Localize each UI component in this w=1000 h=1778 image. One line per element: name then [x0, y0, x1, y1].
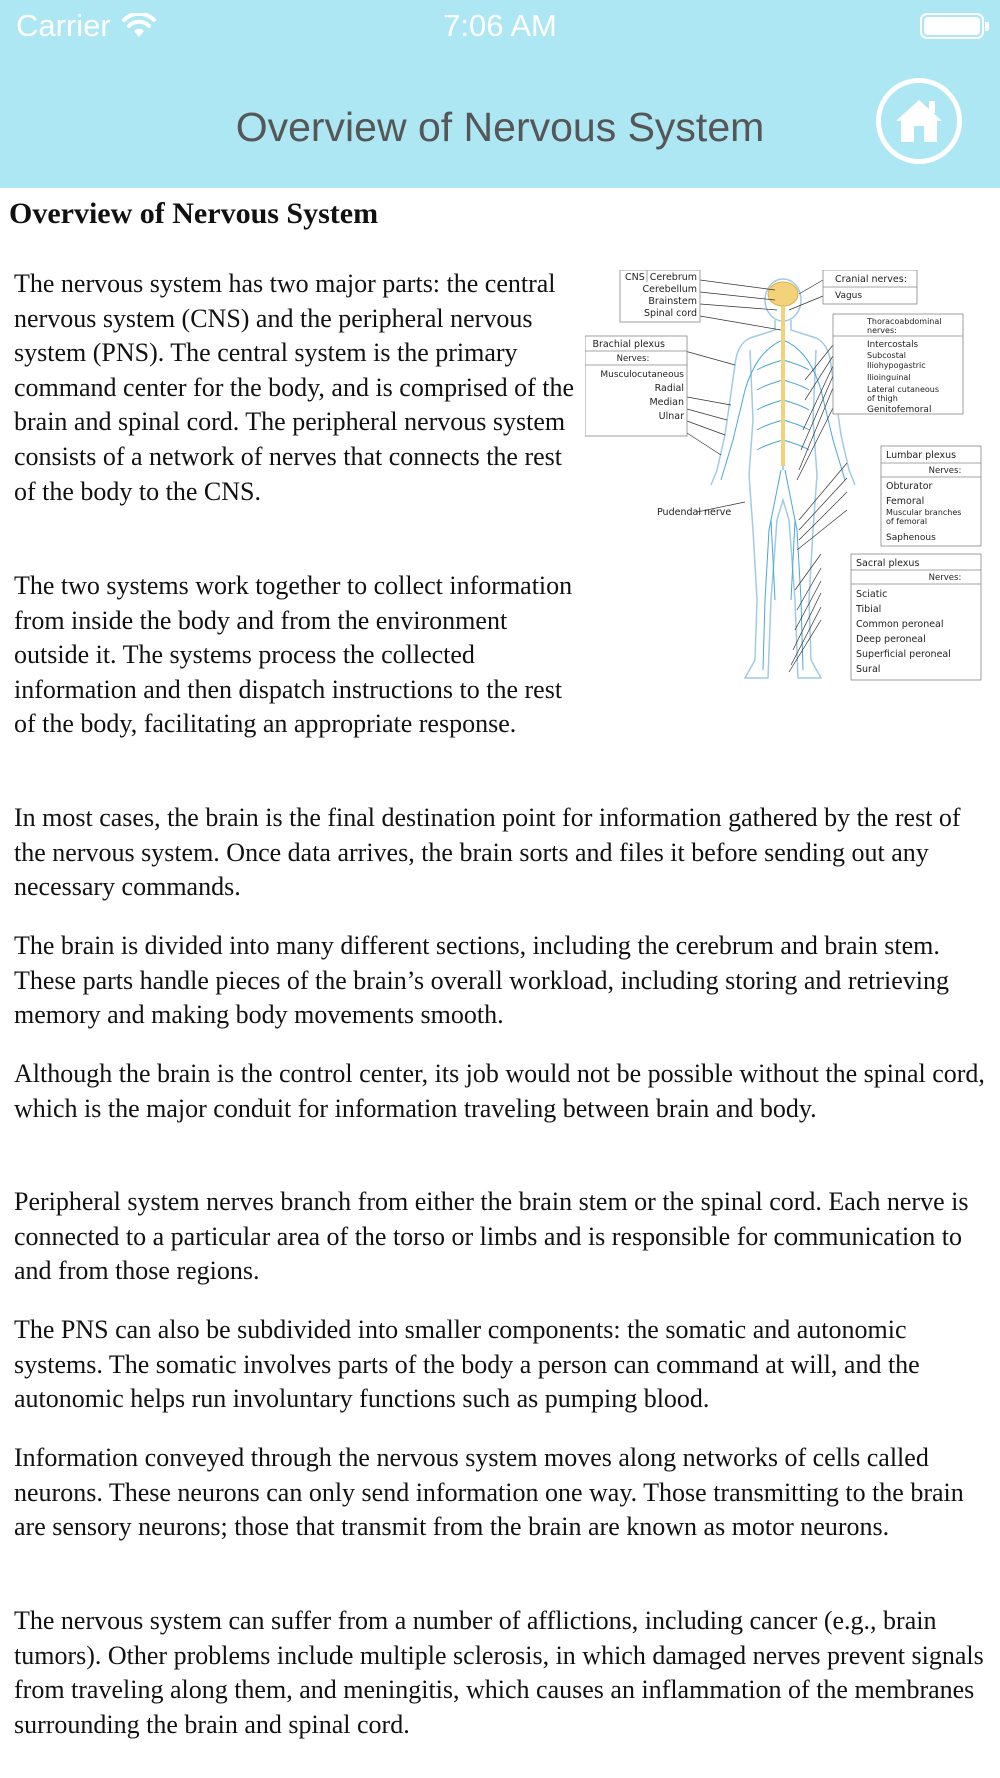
- article-title: Overview of Nervous System: [9, 197, 379, 230]
- status-bar: [0, 0, 1000, 56]
- article-paragraph: Peripheral system nerves branch from either the brain stem or the spinal cord. Each nerve is connected to a particular area of the torso or limbs and is responsible for communication to and from those regions.: [14, 1187, 969, 1286]
- sacral-plexus-label-box: [851, 554, 981, 680]
- thoraco-heading: Thoracoabdominal: [867, 317, 942, 326]
- brachial-item: Median: [649, 397, 684, 408]
- brachial-item: Ulnar: [658, 411, 684, 422]
- lumbar-item: Muscular branches: [886, 508, 962, 517]
- thoraco-item: of thigh: [867, 394, 898, 403]
- navigation-header: [0, 0, 1000, 188]
- article-paragraph: In most cases, the brain is the final destination point for information gathered by the rest of the nervous system. Once data arrives, the brain sorts and files it before sending out any necessary commands.: [14, 803, 961, 902]
- carrier-label: Carrier: [16, 8, 111, 43]
- brachial-item: Musculocutaneous: [600, 370, 684, 380]
- thoraco-item: Genitofemoral: [867, 405, 932, 415]
- cns-item: Cerebellum: [642, 284, 697, 295]
- spinal-cord-shape: [781, 306, 785, 466]
- lumbar-item: Femoral: [886, 496, 925, 507]
- thoraco-item: Subcostal: [867, 351, 906, 360]
- thoracoabdominal-label-box: [833, 314, 963, 415]
- article-paragraph: The brain is divided into many different sections, including the cerebrum and brain stem. These parts handle pieces of the brain’s overall workload, including storing and retrieving memory and making body movements smooth.: [14, 931, 949, 1030]
- cns-heading: CNS: [625, 272, 645, 283]
- lumbar-subheading: Nerves:: [928, 466, 962, 476]
- page-title: Overview of Nervous System: [235, 104, 765, 150]
- thoraco-heading: nerves:: [867, 326, 897, 335]
- lumbar-heading: Lumbar plexus: [886, 450, 957, 461]
- brachial-subheading: Nerves:: [616, 354, 650, 364]
- sacral-item: Common peroneal: [856, 619, 944, 630]
- home-button[interactable]: [876, 78, 962, 164]
- lumbar-plexus-label-box: [881, 446, 981, 546]
- sacral-item: Deep peroneal: [856, 634, 926, 645]
- brachial-heading: Brachial plexus: [592, 339, 665, 350]
- status-time: 7:06 AM: [443, 8, 557, 43]
- battery-icon: [920, 13, 984, 39]
- brain-shape: [768, 282, 798, 306]
- nervous-system-diagram: [585, 270, 985, 710]
- cns-item: Spinal cord: [643, 308, 697, 319]
- article-paragraph: The nervous system can suffer from a number of afflictions, including cancer (e.g., brain tumors). Other problems include multiple sclerosis, in which damaged nerves prevent signals from traveling along them, and meningitis, which causes an inflammation of the membranes surrounding the brain and spinal cord.: [14, 1606, 984, 1739]
- brachial-plexus-label-box: [585, 336, 687, 436]
- cranial-nerves-label-box: [823, 270, 917, 304]
- sacral-heading: Sacral plexus: [856, 558, 920, 569]
- lumbar-item: of femoral: [886, 517, 928, 526]
- thoraco-item: Lateral cutaneous: [867, 385, 940, 394]
- lumbar-item: Obturator: [886, 481, 933, 492]
- cns-item: Brainstem: [648, 296, 697, 307]
- thoraco-item: Iliohypogastric: [867, 361, 926, 370]
- article-paragraph: The PNS can also be subdivided into smaller components: the somatic and autonomic systems. The somatic involves parts of the body a person can command at will, and the autonomic helps run involuntary functions such as pumping blood.: [14, 1315, 920, 1414]
- sacral-subheading: Nerves:: [928, 573, 962, 583]
- sacral-item: Sural: [856, 664, 881, 675]
- sacral-item: Sciatic: [856, 589, 888, 600]
- brachial-item: Radial: [654, 383, 684, 394]
- article-paragraph: Although the brain is the control center, its job would not be possible without the spinal cord, which is the major conduit for information traveling between brain and body.: [14, 1059, 985, 1123]
- home-icon: [894, 98, 944, 144]
- article-paragraph: Information conveyed through the nervous system moves along networks of cells called neurons. These neurons can only send information one way. Those transmitting to the brain are sensory neurons; those that transmit from the brain are known as motor neurons.: [14, 1443, 964, 1542]
- cranial-item: Vagus: [835, 291, 863, 301]
- cns-label-box: [620, 270, 700, 322]
- lumbar-item: Saphenous: [886, 533, 936, 543]
- article-paragraph: The nervous system has two major parts: the central nervous system (CNS) and the peripheral nervous system (PNS). The central system is the primary command center for the body, and is comprised of the brain and spinal cord. The peripheral nervous system consists of a network of nerves that connects the rest of the body to the CNS.: [14, 269, 575, 506]
- thoraco-item: Intercostals: [867, 340, 919, 350]
- thoraco-item: Ilioinguinal: [867, 373, 911, 382]
- pudendal-nerve-label: Pudendal nerve: [657, 507, 732, 518]
- article-paragraph: The two systems work together to collect information from inside the body and from the environment outside it. The systems process the collected information and then dispatch instructions to the rest of the body, facilitating an appropriate response.: [14, 571, 573, 739]
- sacral-item: Superficial peroneal: [856, 649, 951, 660]
- cranial-heading: Cranial nerves:: [835, 274, 907, 285]
- sacral-item: Tibial: [856, 604, 882, 615]
- cns-item: Cerebrum: [649, 272, 697, 283]
